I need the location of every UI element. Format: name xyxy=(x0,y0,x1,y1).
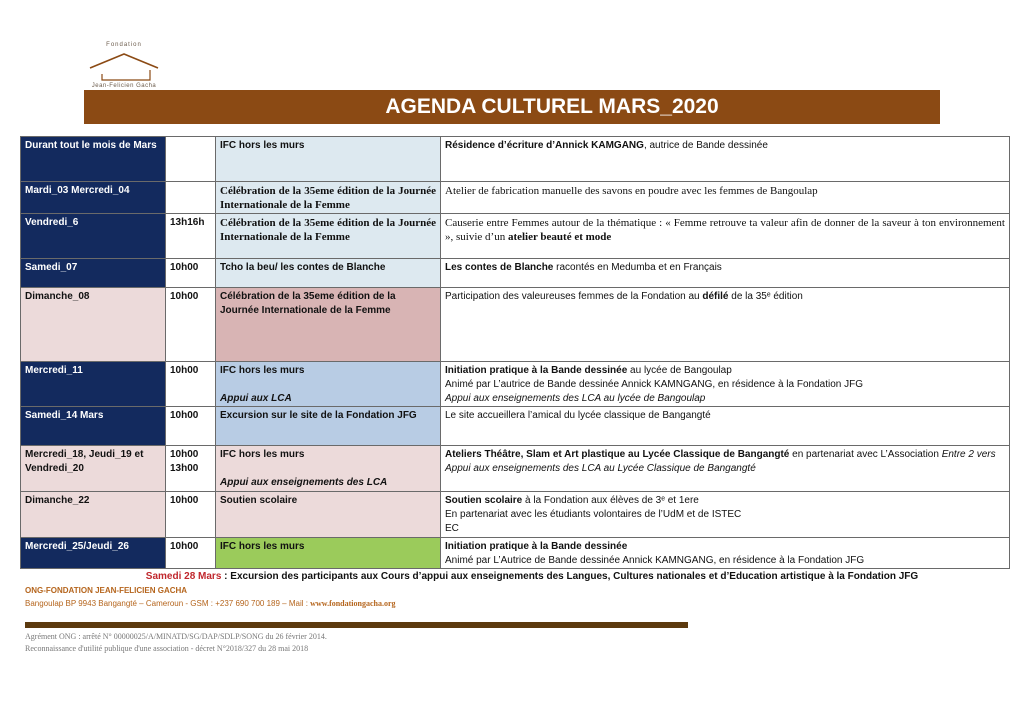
time-text: 10h00 13h00 xyxy=(170,449,199,474)
description-cell xyxy=(441,362,1010,407)
description-cell xyxy=(441,538,1010,569)
description-line xyxy=(445,522,1005,536)
date-cell: Samedi_07 xyxy=(21,259,166,288)
time-cell xyxy=(166,137,216,182)
event-line: IFC hors les murs xyxy=(220,365,305,376)
description-line xyxy=(445,216,1005,244)
description-segment: racontés en Medumba et en Français xyxy=(553,262,722,273)
agenda-table xyxy=(20,136,1010,569)
agenda-row xyxy=(21,492,1010,538)
event-cell xyxy=(216,259,441,288)
time-text: 10h00 xyxy=(170,262,199,273)
description-line xyxy=(445,409,1005,423)
description-cell xyxy=(441,492,1010,538)
description-segment: Ateliers Théâtre, Slam et Art plastique au Lycée Classique de Bangangté xyxy=(445,449,790,460)
description-segment: Soutien scolaire xyxy=(445,495,523,506)
description-segment: Entre 2 vers xyxy=(941,449,996,460)
date-cell: Samedi_14 Mars xyxy=(21,407,166,446)
time-text: 10h00 xyxy=(170,495,199,506)
footer-address xyxy=(25,599,396,608)
page-title: AGENDA CULTUREL MARS_2020 xyxy=(84,90,940,124)
description-segment: En partenariat avec les étudiants volontaires de l’UdM et de ISTEC xyxy=(445,509,742,520)
description-line xyxy=(445,462,1005,476)
note-text: : Excursion des participants aux Cours d’appui aux enseignements des Langues, Cultures nationales et d’Education artistique à la Fondation JFG xyxy=(221,571,919,582)
date-cell: Durant tout le mois de Mars xyxy=(21,137,166,182)
time-cell xyxy=(166,259,216,288)
agenda-row xyxy=(21,538,1010,569)
event-line: IFC hors les murs xyxy=(220,140,305,151)
description-segment: atelier beauté et mode xyxy=(507,231,612,243)
footer-org-name: ONG-FONDATION JEAN-FELICIEN GACHA xyxy=(25,586,188,595)
agenda-row xyxy=(21,182,1010,214)
date-cell: Mardi_03 Mercredi_04 xyxy=(21,182,166,214)
event-line: IFC hors les murs xyxy=(220,449,305,460)
website-link[interactable]: www.fondationgacha.org xyxy=(310,599,396,608)
time-cell xyxy=(166,288,216,362)
event-cell xyxy=(216,492,441,538)
agenda-row xyxy=(21,214,1010,259)
description-segment: Participation des valeureuses femmes de la Fondation au xyxy=(445,291,703,302)
description-segment: à la Fondation aux élèves de 3ᵉ et 1ere xyxy=(522,495,699,506)
description-segment: , autrice de Bande dessinée xyxy=(643,140,768,151)
event-cell xyxy=(216,407,441,446)
description-segment: Initiation pratique à la Bande dessinée xyxy=(445,541,628,552)
event-line xyxy=(220,462,436,476)
description-segment: EC xyxy=(445,523,459,534)
footer-divider xyxy=(25,622,688,628)
description-segment: Résidence d’écriture d’Annick KAMGANG xyxy=(445,140,644,151)
time-text: 10h00 xyxy=(170,541,199,552)
event-line: Célébration de la 35eme édition de la Journée Internationale de la Femme xyxy=(220,217,436,243)
description-line xyxy=(445,290,1005,304)
event-cell xyxy=(216,182,441,214)
event-line: Appui aux LCA xyxy=(220,393,292,404)
description-segment: de la 35ᵉ édition xyxy=(728,291,803,302)
address-text: Bangoulap BP 9943 Bangangté – Cameroun - GSM : +237 690 700 189 – Mail : xyxy=(25,599,311,608)
date-cell: Dimanche_08 xyxy=(21,288,166,362)
time-text: 10h00 xyxy=(170,365,199,376)
time-cell xyxy=(166,538,216,569)
time-cell xyxy=(166,182,216,214)
description-segment: Causerie entre Femmes autour de la thématique : « Femme retrouve ta valeur afin de donner de la saveur à ton environnement », suivie d’un xyxy=(445,217,1005,243)
description-line xyxy=(445,261,1005,275)
event-line: Tcho la beu/ les contes de Blanche xyxy=(220,262,386,273)
event-line: Excursion sur le site de la Fondation JFG xyxy=(220,410,417,421)
event-line: Appui aux enseignements des LCA xyxy=(220,477,388,488)
event-cell xyxy=(216,446,441,492)
agenda-row xyxy=(21,407,1010,446)
date-cell: Vendredi_6 xyxy=(21,214,166,259)
description-segment: Animé par L’Autrice de Bande dessinée Annick KAMNGANG, en résidence à la Fondation JFG xyxy=(445,555,865,566)
time-cell xyxy=(166,446,216,492)
description-line xyxy=(445,448,1005,462)
date-cell: Mercredi_25/Jeudi_26 xyxy=(21,538,166,569)
description-line xyxy=(445,508,1005,522)
time-cell xyxy=(166,492,216,538)
agenda-row xyxy=(21,137,1010,182)
event-cell xyxy=(216,538,441,569)
time-cell xyxy=(166,407,216,446)
description-segment: Les contes de Blanche xyxy=(445,262,554,273)
description-line xyxy=(445,392,1005,406)
note-date: Samedi 28 Mars xyxy=(145,571,222,582)
description-line xyxy=(445,554,1005,568)
event-line: Soutien scolaire xyxy=(220,495,298,506)
event-cell xyxy=(216,288,441,362)
event-cell xyxy=(216,137,441,182)
description-line xyxy=(445,364,1005,378)
description-segment: Le site accueillera l’amical du lycée classique de Bangangté xyxy=(445,410,711,421)
description-line xyxy=(445,540,1005,554)
event-cell xyxy=(216,362,441,407)
agenda-row xyxy=(21,362,1010,407)
description-segment: Animé par L’autrice de Bande dessinée Annick KAMNGANG, en résidence à la Fondation JFG xyxy=(445,379,864,390)
foundation-logo xyxy=(86,42,162,92)
event-line: Célébration de la 35eme édition de la Journée Internationale de la Femme xyxy=(220,291,396,316)
logo-bottom-text: Jean-Felicien Gacha xyxy=(91,83,157,89)
description-cell xyxy=(441,288,1010,362)
description-line xyxy=(445,184,1005,198)
agenda-row xyxy=(21,259,1010,288)
date-cell: Mercredi_11 xyxy=(21,362,166,407)
description-cell xyxy=(441,214,1010,259)
time-text: 10h00 xyxy=(170,291,199,302)
description-cell xyxy=(441,259,1010,288)
description-segment: en partenariat avec L’Association xyxy=(789,449,942,460)
special-event-note xyxy=(0,571,1024,582)
description-segment: Atelier de fabrication manuelle des savons en poudre avec les femmes de Bangoulap xyxy=(445,185,818,197)
time-text: 10h00 xyxy=(170,410,199,421)
time-cell xyxy=(166,214,216,259)
time-text: 13h16h xyxy=(170,217,205,228)
logo-top-text: Fondation xyxy=(106,42,142,48)
description-line xyxy=(445,494,1005,508)
description-cell xyxy=(441,182,1010,214)
event-line: Célébration de la 35eme édition de la Journée Internationale de la Femme xyxy=(220,185,436,211)
agenda-row xyxy=(21,288,1010,362)
event-line xyxy=(220,378,436,392)
event-cell xyxy=(216,214,441,259)
date-cell: Mercredi_18, Jeudi_19 et Vendredi_20 xyxy=(21,446,166,492)
description-segment: Appui aux enseignements des LCA au lycée de Bangoulap xyxy=(445,393,706,404)
description-segment: Initiation pratique à la Bande dessinée xyxy=(445,365,628,376)
description-line xyxy=(445,139,1005,153)
event-line: IFC hors les murs xyxy=(220,541,305,552)
description-cell xyxy=(441,446,1010,492)
agrement-text: Agrément ONG : arrêté N° 00000025/A/MINATD/SG/DAP/SDLP/SONG du 26 février 2014. xyxy=(25,632,327,641)
date-cell: Dimanche_22 xyxy=(21,492,166,538)
description-segment: Appui aux enseignements des LCA au Lycée Classique de Bangangté xyxy=(445,463,756,474)
description-cell xyxy=(441,137,1010,182)
description-cell xyxy=(441,407,1010,446)
description-segment: au lycée de Bangoulap xyxy=(627,365,732,376)
reconnaissance-text: Reconnaissance d'utilité publique d'une association - décret N°2018/327 du 28 mai 2018 xyxy=(25,644,309,653)
agenda-row xyxy=(21,446,1010,492)
time-cell xyxy=(166,362,216,407)
description-line xyxy=(445,378,1005,392)
description-segment: défilé xyxy=(702,291,729,302)
